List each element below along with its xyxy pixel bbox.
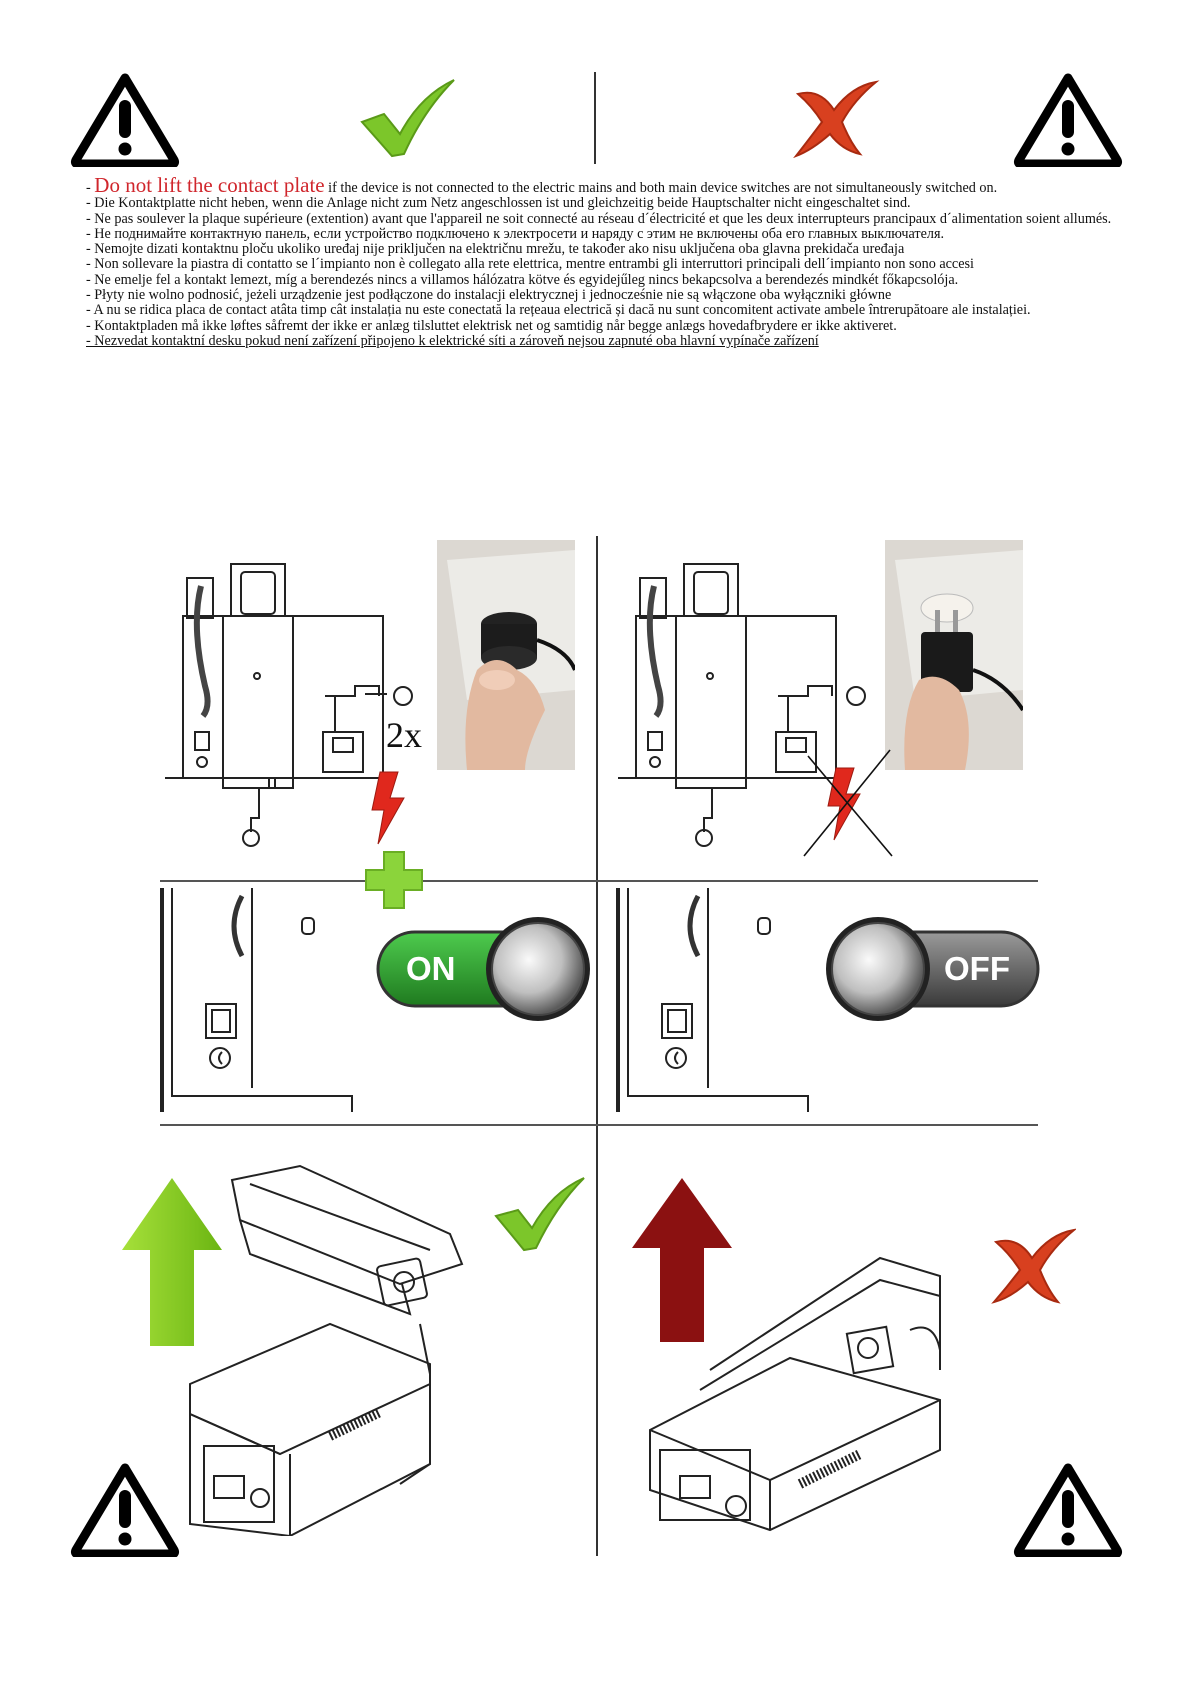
warning-icon bbox=[1013, 1462, 1123, 1557]
cross-icon bbox=[790, 80, 880, 158]
grid-line-2 bbox=[160, 1124, 1038, 1126]
off-switch bbox=[822, 912, 1042, 1024]
lightning-icon bbox=[368, 770, 408, 846]
warning-en: - Do not lift the contact plate if the device is not connected to the electric mains and both main device switches are not simultaneously switched on. bbox=[86, 173, 998, 197]
cross-icon bbox=[990, 1228, 1076, 1304]
warning-hu: - Ne emelje fel a kontakt lemezt, míg a berendezés nincs a villamos hálózatra kötve és egyidejűleg nincs bekapcsolva a berendezés mindkét főkapcsolója. bbox=[86, 271, 959, 288]
warning-icon bbox=[70, 72, 180, 167]
center-divider bbox=[596, 536, 598, 1556]
warning-de: - Die Kontaktplatte nicht heben, wenn die Anlage nicht zum Netz angeschlossen ist und gleichzeitig beide Hauptschalter nicht eingeschaltet sind. bbox=[86, 195, 911, 212]
warning-text-block bbox=[86, 173, 1116, 349]
check-icon bbox=[494, 1176, 586, 1252]
check-icon bbox=[358, 78, 458, 158]
off-label: OFF bbox=[944, 950, 1010, 987]
warning-pl: - Płyty nie wolno podnosić, jeżeli urządzenie jest podłączone do instalacji elektrycznej i jednocześnie nie są włączone oba wyłączniki główne bbox=[86, 287, 892, 304]
device-closed-lid-illustration bbox=[640, 1240, 960, 1536]
crossed-lightning-icon bbox=[800, 746, 896, 860]
photo-plug-adapter bbox=[885, 540, 1023, 770]
warning-ro: - A nu se ridica placa de contact atâta timp cât instalația nu este conectată la rețeaua electrică și dacă nu sunt concomitent activate ambele întrerupătoare ale instalației. bbox=[86, 302, 1031, 319]
warning-it: - Non sollevare la piastra di contatto se l´impianto non è collegato alla rete elettrica, mentre entrambi gli interruttori principali dell´impianto non sono accesi bbox=[86, 256, 974, 273]
device-front-detail-illustration bbox=[608, 888, 828, 1118]
photo-plug-adapter bbox=[437, 540, 575, 770]
top-divider bbox=[594, 72, 596, 164]
plus-icon bbox=[364, 850, 424, 910]
warning-cs: - Nezvedat kontaktní desku pokud není zařízení připojeno k elektrické síti a zároveň nejsou zapnuté oba hlavní vypínače zařízení bbox=[86, 332, 819, 349]
on-label: ON bbox=[406, 950, 456, 987]
warning-da: - Kontaktpladen må ikke løftes såfremt der ikke er anlæg tilsluttet elektrisk net og samtidig når begge anlægs hovedafbrydere er ikke aktiveret. bbox=[86, 317, 897, 334]
warning-ru: - Не поднимайте контактную панель, если устройство подключено к электросети и наряду с этим не включены оба его главных выключателя. bbox=[86, 225, 945, 242]
grid-line-1 bbox=[160, 880, 1038, 882]
device-front-detail-illustration bbox=[152, 888, 372, 1118]
on-switch bbox=[376, 912, 596, 1024]
warning-fr: - Ne pas soulever la plaque supérieure (extention) avant que l'appareil ne soit connecté au réseau d´électricité et que les deux interrupteurs prancipaux d´alimentation soient allumés. bbox=[86, 210, 1112, 227]
warning-highlight: Do not lift the contact plate bbox=[94, 173, 325, 197]
warning-hr: - Nemojte dizati kontaktnu ploču ukoliko uređaj nije priključen na električnu mrežu, te također ako nisu uključena oba glavna prekidača uređaja bbox=[86, 241, 905, 258]
device-open-lid-illustration bbox=[180, 1164, 480, 1536]
warning-icon bbox=[70, 1462, 180, 1557]
quantity-label: 2x bbox=[386, 715, 422, 755]
warning-icon bbox=[1013, 72, 1123, 167]
